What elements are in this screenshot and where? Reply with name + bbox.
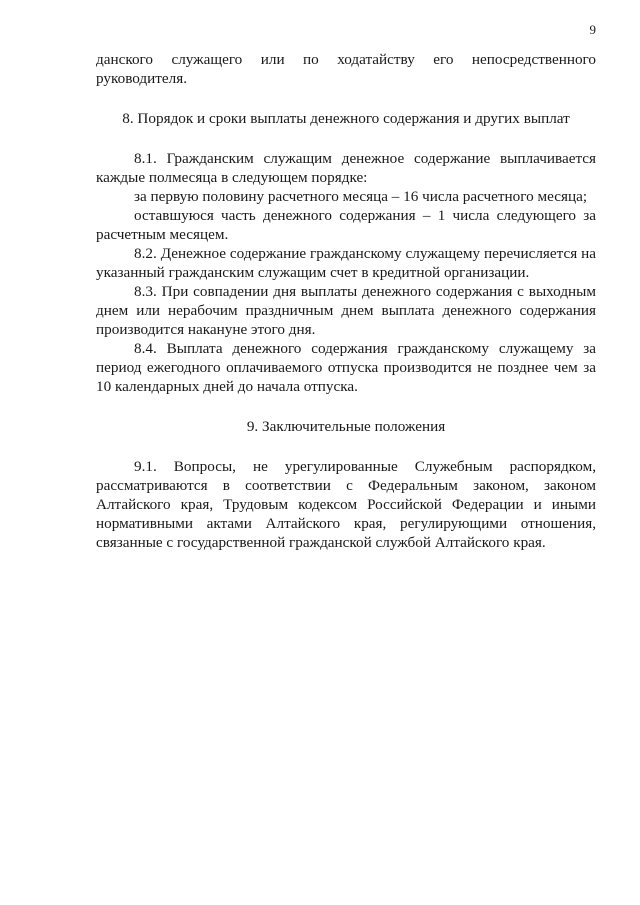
paragraph-8-1-a: за первую половину расчетного месяца – 16 числа расчетного месяца; [134, 188, 588, 205]
paragraph-8-2: 8.2. Денежное содержание гражданскому служащему перечисляется на указанный гражданским служащим счет в кредитной организации. [96, 245, 596, 281]
section-8-heading: 8. Порядок и сроки выплаты денежного содержания и других выплат [122, 110, 570, 127]
paragraph-8-3: 8.3. При совпадении дня выплаты денежного содержания с выходным днем или нерабочим праздничным днем выплата денежного содержания производится накануне этого дня. [96, 283, 596, 338]
paragraph-8-1-b: оставшуюся часть денежного содержания – 1 числа следующего за расчетным месяцем. [96, 207, 596, 243]
document-body [96, 50, 596, 552]
paragraph-8-4: 8.4. Выплата денежного содержания гражданскому служащему за период ежегодного оплачиваемого отпуска производится не позднее чем за 10 календарных дней до начала отпуска. [96, 340, 596, 395]
paragraph-9-1: 9.1. Вопросы, не урегулированные Служебным распорядком, рассматриваются в соответствии с Федеральным законом, законом Алтайского края, Трудовым кодексом Российской Федерации и иными нормативными актами Алтайского края, регулирующими отношения, связанные с государственной гражданской службой Алтайского края. [96, 458, 596, 551]
page-number: 9 [589, 22, 596, 37]
paragraph-8-1: 8.1. Гражданским служащим денежное содержание выплачивается каждые полмесяца в следующем порядке: [96, 150, 596, 186]
continuation-paragraph: данского служащего или по ходатайству его непосредственного руководителя. [96, 51, 596, 87]
section-9-heading: 9. Заключительные положения [246, 418, 446, 435]
